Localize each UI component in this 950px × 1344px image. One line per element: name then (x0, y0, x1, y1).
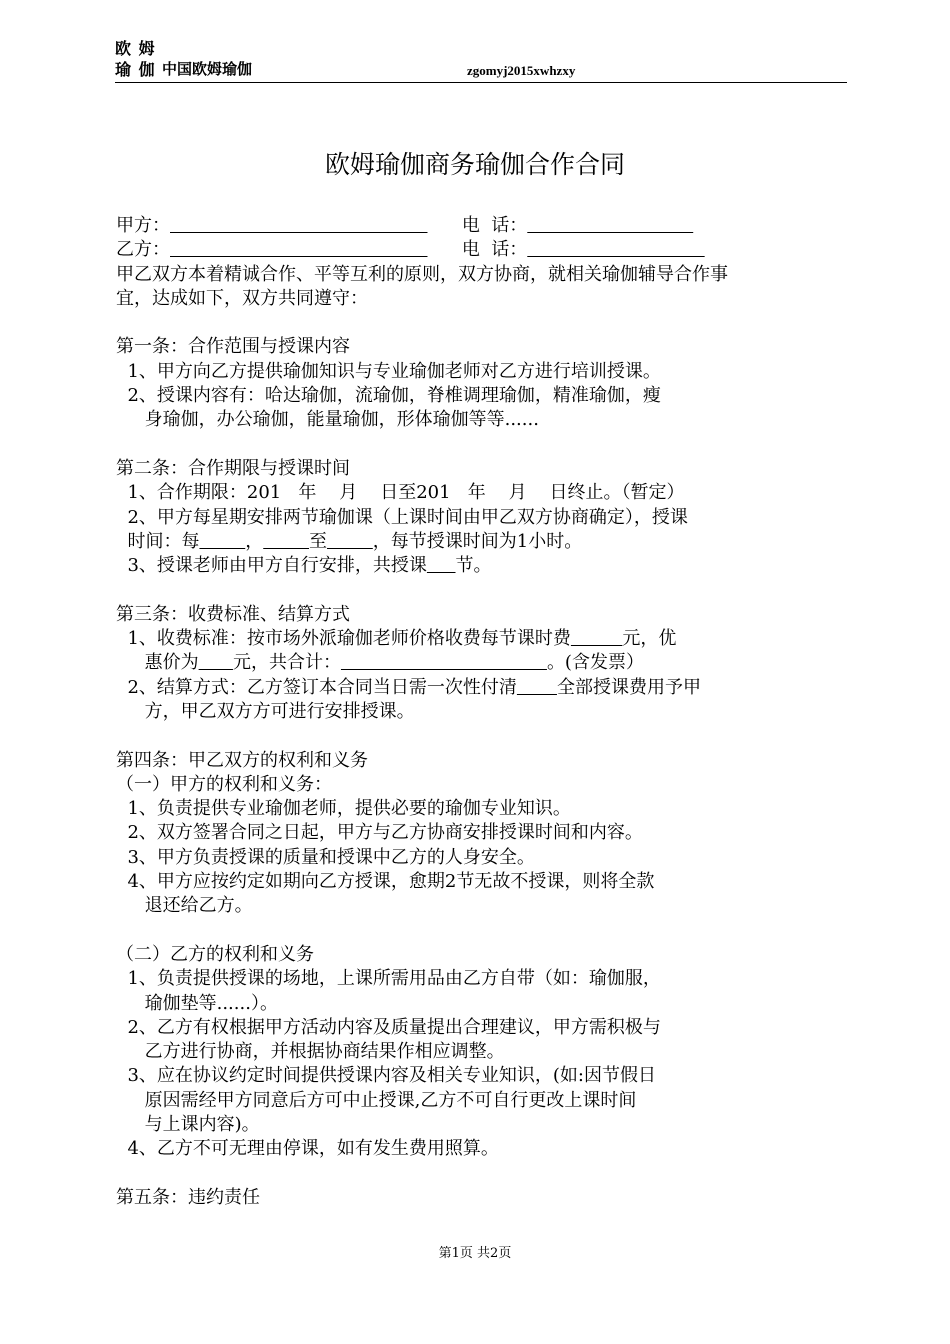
s4-b-item-3c: 与上课内容)。 (116, 1113, 260, 1135)
party-b-phone-label: 电 话： (461, 239, 528, 261)
s3-item-1b-text: 惠价为 (116, 652, 199, 674)
s1-item-1: 1、甲方向乙方提供瑜伽知识与专业瑜伽老师对乙方进行培训授课。 (116, 360, 661, 382)
s3-item-1b-text: 。(含发票） (546, 652, 644, 674)
s3-item-1b (116, 651, 851, 675)
s2-item-2b-text: 时间：每 (116, 530, 200, 552)
blank (199, 531, 245, 552)
s3-item-1a (116, 627, 851, 651)
s2-item-2b-text: 至 (309, 530, 328, 552)
blank (199, 652, 233, 673)
blank (263, 531, 309, 552)
blank (427, 555, 456, 576)
intro-line-1: 甲乙双方本着精诚合作、平等互利的原则，双方协商，就相关瑜伽辅导合作事 (116, 263, 728, 285)
s2-item-3-text: 3、授课老师由甲方自行安排，共授课 (116, 555, 427, 577)
page-header (115, 38, 847, 83)
s2-item-2a: 2、甲方每星期安排两节瑜伽课（上课时间由甲乙双方协商确定），授课 (116, 506, 688, 528)
party-b-line (116, 238, 851, 262)
s3-item-2a-text: 2、结算方式：乙方签订本合同当日需一次性付清 (116, 676, 517, 698)
s4-a-item-1: 1、负责提供专业瑜伽老师，提供必要的瑜伽专业知识。 (116, 798, 571, 820)
s1-item-2a: 2、授课内容有：哈达瑜伽，流瑜伽，脊椎调理瑜伽，精准瑜伽，瘦 (116, 385, 661, 407)
s4-a-title: （一）甲方的权利和义务： (116, 773, 332, 795)
blank (341, 652, 547, 673)
s4-b-item-1b: 瑜伽垫等......）。 (116, 992, 278, 1014)
s3-item-2a (116, 676, 851, 700)
section-1-title: 第一条：合作范围与授课内容 (116, 336, 350, 358)
section-2-title: 第二条：合作期限与授课时间 (116, 457, 350, 479)
s3-item-1a-text: 元，优 (622, 628, 677, 650)
s3-item-1b-text: 元，共合计： (232, 652, 341, 674)
s4-a-item-3: 3、甲方负责授课的质量和授课中乙方的人身安全。 (116, 846, 535, 868)
section-5-title: 第五条：违约责任 (116, 1186, 260, 1208)
blank (571, 628, 623, 649)
s2-item-2b (116, 530, 851, 554)
section-3-title: 第三条：收费标准、结算方式 (116, 603, 350, 625)
s1-item-2b: 身瑜伽，办公瑜伽，能量瑜伽，形体瑜伽等等...... (116, 409, 539, 431)
party-a-line (116, 214, 851, 238)
s3-item-1a-text: 1、收费标准：按市场外派瑜伽老师价格收费每节课时费 (116, 628, 571, 650)
logo (115, 38, 156, 80)
s4-a-item-2: 2、双方签署合同之日起，甲方与乙方协商安排授课时间和内容。 (116, 822, 643, 844)
s2-item-3 (116, 554, 851, 578)
s4-a-item-4b: 退还给乙方。 (116, 895, 253, 917)
s4-b-item-3b: 原因需经甲方同意后方可中止授课,乙方不可自行更改上课时间 (116, 1089, 637, 1111)
s3-item-2b: 方，甲乙双方方可进行安排授课。 (116, 700, 415, 722)
s2-item-1: 1、合作期限：201 年 月 日至201 年 月 日终止。（暂定） (116, 482, 685, 504)
section-4-title: 第四条：甲乙双方的权利和义务 (116, 749, 368, 771)
s2-item-2b-text: ， (245, 530, 264, 552)
page-footer: 第1页 共2页 (438, 1246, 512, 1261)
s4-b-item-4: 4、乙方不可无理由停课，如有发生费用照算。 (116, 1138, 499, 1160)
party-a-phone-label: 电 话： (461, 215, 528, 236)
party-b-phone-blank (527, 239, 704, 260)
s4-a-item-4a: 4、甲方应按约定如期向乙方授课，愈期2节无故不授课，则将全款 (116, 871, 655, 893)
party-a-blank (170, 215, 427, 236)
blank (517, 677, 557, 698)
party-b-blank (170, 239, 427, 260)
header-code: zgomyj2015xwhzxy (467, 63, 576, 78)
logo-line-2: 瑜 伽 (115, 60, 156, 79)
party-a-phone-blank (527, 215, 693, 236)
s4-b-title: （二）乙方的权利和义务 (116, 943, 314, 965)
blank (327, 531, 373, 552)
s4-b-item-1a: 1、负责提供授课的场地，上课所需用品由乙方自带（如：瑜伽服， (116, 968, 661, 990)
party-b-label: 乙方： (116, 239, 170, 261)
party-a-label: 甲方： (116, 215, 170, 236)
intro-line-2: 宜，达成如下，双方共同遵守： (116, 287, 368, 309)
s4-b-item-2a: 2、乙方有权根据甲方活动内容及质量提出合理建议，甲方需积极与 (116, 1016, 661, 1038)
s3-item-2a-text: 全部授课费用予甲 (556, 676, 701, 698)
s2-item-2b-text: ，每节授课时间为1小时。 (372, 530, 583, 552)
s4-b-item-2b: 乙方进行协商，并根据协商结果作相应调整。 (116, 1041, 505, 1063)
logo-line-1: 欧 姆 (115, 39, 156, 58)
s2-item-3-text: 节。 (455, 555, 492, 577)
document-title: 欧姆瑜伽商务瑜伽合作合同 (324, 150, 625, 179)
s4-b-item-3a: 3、应在协议约定时间提供授课内容及相关专业知识，(如:因节假日 (116, 1065, 656, 1087)
brand-name: 中国欧姆瑜伽 (162, 60, 253, 78)
contract-body (116, 214, 851, 1210)
